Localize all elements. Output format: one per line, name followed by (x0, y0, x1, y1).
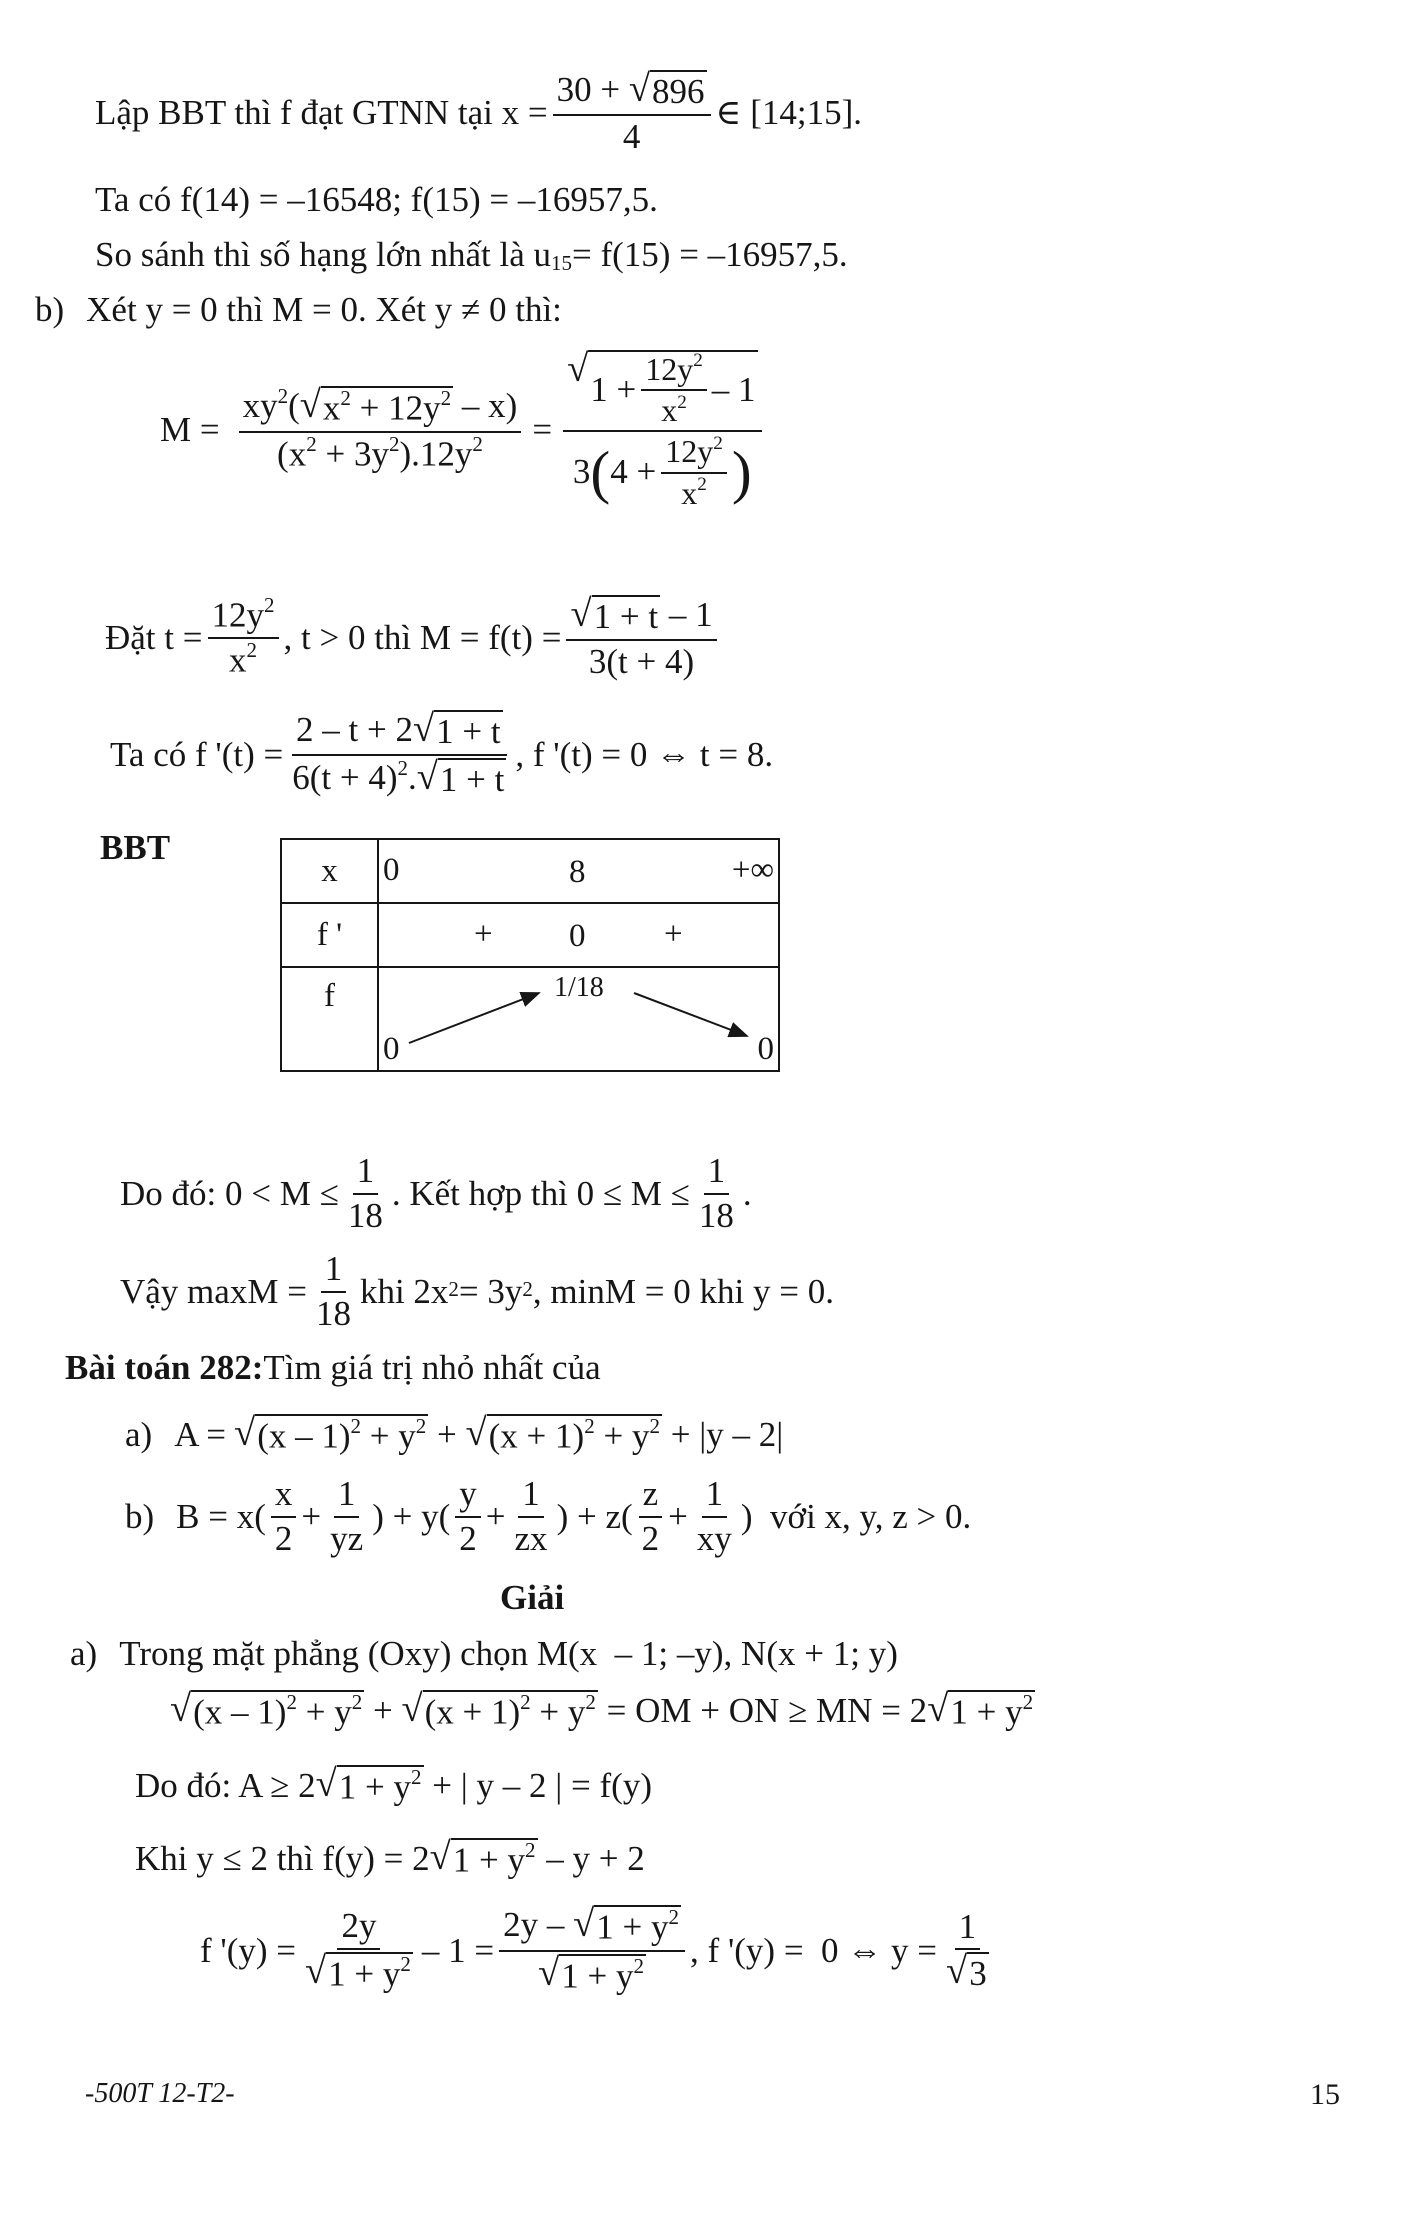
lhs: M = (160, 410, 220, 450)
t: 2 – t + 2 (296, 710, 413, 749)
text: Do đó: 0 < M ≤ (120, 1173, 339, 1213)
t: yz (330, 1518, 364, 1558)
cell (378, 903, 779, 967)
tail: ∈ [14;15]. (715, 93, 862, 133)
t: f '(y) = (200, 1930, 297, 1970)
t: + (668, 1496, 688, 1536)
item-label: a) (125, 1415, 153, 1455)
exp: 2 (522, 1277, 533, 1301)
t: (x + 1) (488, 1416, 585, 1456)
fraction (695, 1152, 738, 1235)
t: 1 (334, 1475, 360, 1518)
text: Ta có f(14) = –16548; f(15) = –16957,5. (95, 180, 658, 219)
exp: 2 (400, 1951, 411, 1976)
t: 2 (459, 1518, 477, 1558)
t: + (474, 916, 493, 952)
line-derivative (110, 710, 773, 801)
item-label: b) (125, 1496, 155, 1536)
t: x (661, 392, 678, 429)
fraction (208, 593, 279, 681)
solution-a (70, 1634, 898, 1674)
t: 18 (315, 1293, 351, 1333)
exp: 2 (520, 1690, 531, 1714)
exp: 2 (1022, 1690, 1034, 1714)
t: 18 (347, 1195, 383, 1235)
text: . Kết hợp thì 0 ≤ M ≤ (391, 1173, 690, 1213)
exp: 2 (415, 1414, 427, 1438)
text: Lập BBT thì f đạt GTNN tại x = (95, 93, 548, 133)
t: ) + z( (556, 1496, 633, 1536)
t: + (301, 1496, 322, 1536)
t: 1 (955, 1908, 981, 1951)
t: 2 (274, 1518, 293, 1558)
t: 1 (704, 1152, 730, 1195)
variation-arrows (379, 968, 779, 1060)
solution-a-line5: f '(y) = 2y √ $1 + y^2$ – 1 = 2y – √ $1 + y^2$ √ $1 + y^2$ , f '(y) = 0 ⇔ y = 1 √ 3 (200, 1903, 987, 1996)
text: Tìm giá trị nhỏ nhất của (263, 1348, 601, 1387)
exp: 2 (472, 432, 483, 457)
t: -500T 12-T2- (85, 2078, 235, 2109)
t: + (428, 1415, 466, 1455)
line-sosanh (95, 235, 848, 275)
t: – 1 = (421, 1930, 495, 1970)
t: 1 + y (338, 1767, 412, 1807)
radicand: 896 (652, 72, 705, 111)
fraction-left: $xy^2$( √ $x^2 + 12y^2$ – x) $(x^2 + 3y^2).12y^2$ (239, 386, 522, 474)
fraction: 30 + √ 896 4 (553, 70, 711, 157)
t: 15 (1310, 2078, 1340, 2111)
t: 3 (969, 1954, 987, 1994)
table-row (281, 839, 779, 903)
exp: 2 (633, 1953, 645, 1978)
t: 1 (518, 1475, 544, 1518)
t: xy (696, 1518, 732, 1558)
t: (x + 1) (424, 1692, 521, 1732)
t: 3 (572, 452, 591, 492)
exp: 2 (693, 350, 703, 372)
t: z (639, 1475, 663, 1518)
exp: 2 (246, 638, 257, 663)
t: 6(t + 4) (292, 758, 398, 798)
problem-heading (65, 1348, 601, 1388)
text: = f(15) = –16957,5. (571, 235, 848, 274)
cell (378, 967, 779, 1071)
t: , minM = 0 khi y = 0. (532, 1271, 834, 1311)
text: Xét y = 0 thì M = 0. Xét y ≠ 0 thì: (86, 290, 562, 329)
t: A = (174, 1415, 227, 1455)
t: B = x( (176, 1496, 266, 1536)
t: , f '(y) = 0 ⇔ y = (690, 1930, 938, 1970)
t: x (322, 389, 341, 428)
t: = 3y (458, 1271, 523, 1311)
footer-left (85, 2078, 235, 2110)
line-b (35, 290, 562, 330)
exp: 2 (411, 1765, 422, 1789)
text: . (742, 1173, 752, 1213)
text: Đặt t = (105, 618, 203, 658)
t: 1 + t (439, 760, 505, 800)
exp: 2 (277, 383, 289, 408)
exp: 2 (440, 386, 452, 411)
exp: 2 (525, 1838, 536, 1862)
exp: 2 (264, 593, 275, 618)
exp: 2 (697, 473, 707, 495)
t: + | y – 2 | = f(y) (423, 1766, 652, 1806)
t: zx (514, 1518, 548, 1558)
t: x (681, 474, 698, 511)
t: 12y (665, 433, 714, 470)
equals: = (532, 410, 553, 450)
t: xy (242, 386, 278, 426)
t: ).12y (399, 434, 473, 474)
line-vay (120, 1250, 834, 1333)
t: 0 (757, 1031, 774, 1067)
t: 1 + y (950, 1692, 1023, 1732)
t: + (364, 1691, 402, 1731)
den: 4 (622, 117, 641, 157)
t: Khi y ≤ 2 thì f(y) = 2 (135, 1839, 430, 1879)
t: x (229, 641, 247, 681)
exp: 2 (397, 755, 409, 780)
t: 0 (383, 1031, 400, 1067)
exp: 2 (649, 1414, 660, 1438)
t: BBT (100, 828, 171, 867)
t: 1 + t (593, 597, 659, 636)
fraction (344, 1152, 387, 1235)
t: 1 + y (596, 1907, 669, 1947)
t: 1 + t (436, 712, 501, 751)
cell (378, 839, 779, 903)
t: (x – 1) (257, 1416, 351, 1456)
fraction (312, 1250, 355, 1333)
t: – 1 (711, 370, 756, 410)
problem-title: Bài toán 282: (65, 1348, 264, 1387)
t: 1 + y (561, 1956, 634, 1996)
fraction: 2 – t + 2 √ 1 + t $6(t + 4)^2$. √ 1 + t (288, 710, 510, 801)
t: 1 (321, 1250, 347, 1293)
text: , t > 0 thì M = f(t) = (283, 618, 562, 658)
line-gtnn (95, 70, 862, 157)
t: ) + y( (372, 1496, 451, 1536)
giai-heading (500, 1578, 564, 1618)
exp: 2 (340, 386, 351, 411)
t: 12y (211, 595, 264, 635)
t: + 3y (316, 434, 389, 474)
t: – 1 (660, 595, 713, 634)
t: = OM + ON ≥ MN = 2 (597, 1691, 928, 1731)
problem-a: a) A = √ $(x - 1)^2 + y^2$ + √ $(x + 1)^2 + y^2$ + |y – 2| (125, 1412, 784, 1456)
t: + (485, 1496, 506, 1536)
t: ) với x, y, z > 0. (740, 1496, 972, 1536)
text: , f '(t) = 0 ⇔ t = 8. (515, 735, 774, 775)
t: Giải (500, 1578, 565, 1617)
table-row (281, 967, 779, 1071)
t: y (455, 1475, 481, 1518)
num: 30 + (556, 70, 629, 109)
text: Ta có f '(t) = (110, 735, 284, 775)
exp: 2 (388, 432, 400, 457)
t: 2y (337, 1907, 380, 1950)
fraction-right: √ 1 + $\frac{12y^2}{x^2}$ – 1 3 ( 4 + $\frac{12y^2}{x^2}$ ) (563, 350, 761, 511)
problem-b (125, 1475, 971, 1558)
t: 2y – (503, 1905, 574, 1944)
t: 18 (698, 1195, 734, 1235)
exp: 2 (713, 432, 723, 454)
t: 1 + y (452, 1840, 526, 1880)
solution-a-line2: √ $(x - 1)^2 + y^2$ + √ $(x + 1)^2 + y^2$ = OM + ON ≥ MN = 2 √ $1 + y^2$ (170, 1688, 1034, 1732)
variation-table (280, 838, 780, 1072)
t: 1 (353, 1152, 379, 1195)
t: 2 (641, 1518, 660, 1558)
fraction: √ 1 + t – 1 3(t + 4) (566, 595, 716, 682)
t: 1/18 (554, 972, 604, 1003)
t: x (271, 1475, 297, 1518)
t: 1 (702, 1475, 728, 1518)
exp: 2 (286, 1690, 297, 1714)
t: + y (594, 1416, 650, 1456)
exp: 2 (351, 1690, 363, 1714)
t: + 12y (350, 389, 441, 428)
t: (x (277, 434, 307, 474)
table-row (281, 903, 779, 967)
line-do-do (120, 1152, 752, 1235)
text: Trong mặt phẳng (Oxy) chọn M(x – 1; –y), N(x + 1; y) (119, 1634, 898, 1673)
exp: 2 (677, 391, 687, 413)
solution-a-line4: Khi y ≤ 2 thì f(y) = 2 √ $1 + y^2$ – y + 2 (135, 1836, 645, 1880)
exp: 2 (306, 432, 317, 457)
text: So sánh thì số hạng lớn nhất là u (95, 235, 551, 274)
t: 0 (569, 918, 586, 954)
exp: 2 (668, 1905, 680, 1929)
t: + (664, 916, 683, 952)
t: 12y (645, 351, 694, 387)
t: + |y – 2| (661, 1415, 784, 1455)
solution-a-line3: Do đó: A ≥ 2 √ $1 + y^2$ + | y – 2 | = f(y) (135, 1763, 652, 1807)
t: 8 (569, 854, 586, 890)
t: + y (361, 1416, 416, 1456)
text: Vậy maxM = (120, 1271, 307, 1311)
exp: 2 (448, 1277, 459, 1301)
item-label: b) (35, 290, 65, 329)
t: + y (296, 1692, 352, 1732)
page-number (1310, 2078, 1340, 2112)
cell: f ' (281, 903, 378, 967)
t: +∞ (731, 852, 774, 888)
t: 1 + y (328, 1954, 401, 1994)
t: – y + 2 (537, 1839, 645, 1879)
cell: x (281, 839, 378, 903)
t: + y (530, 1692, 586, 1732)
t: (x – 1) (193, 1692, 287, 1732)
t: . (408, 758, 417, 798)
line-f14 (95, 180, 658, 220)
equation-m (160, 350, 767, 511)
cell: f (281, 967, 378, 1071)
bbt-label (100, 828, 170, 868)
exp: 2 (585, 1690, 596, 1714)
line-dat-t (105, 595, 722, 682)
t: – x) (453, 386, 518, 426)
item-label: a) (70, 1634, 98, 1673)
exp: 2 (584, 1414, 595, 1438)
t: Do đó: A ≥ 2 (135, 1766, 316, 1806)
t: 3(t + 4) (588, 642, 695, 682)
t: 1 + (590, 370, 637, 410)
subscript: 15 (550, 250, 572, 275)
t: 4 + (610, 452, 657, 492)
exp: 2 (350, 1414, 361, 1438)
t: ( (288, 386, 300, 426)
t: khi 2x (359, 1271, 449, 1311)
t: 0 (383, 852, 400, 888)
